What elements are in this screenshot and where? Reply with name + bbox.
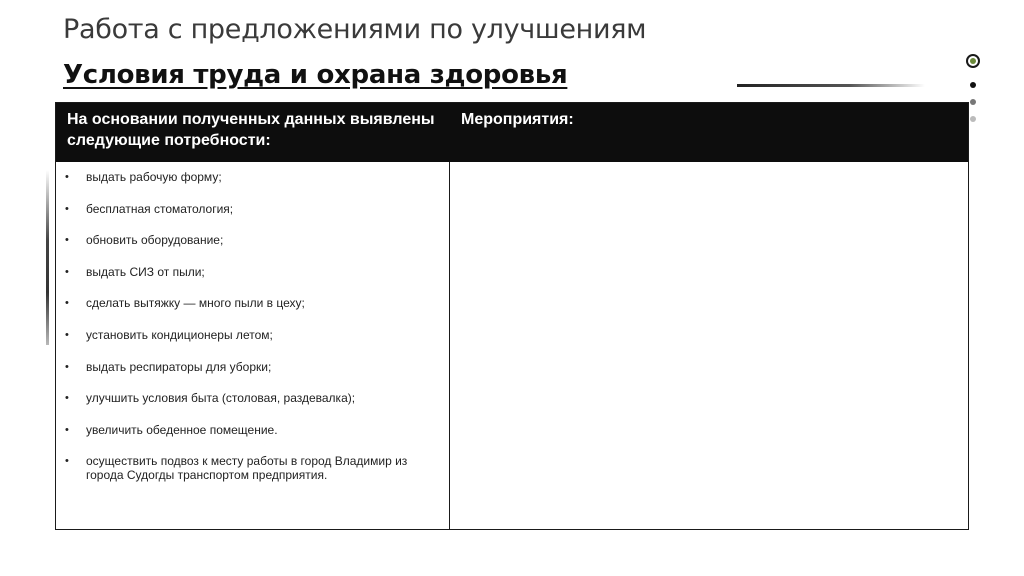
slide-subtitle: Условия труда и охрана здоровья xyxy=(63,60,568,90)
header-measures: Мероприятия: xyxy=(461,111,574,128)
bullet-dot-icon: • xyxy=(65,171,69,183)
bullet-dot-icon: • xyxy=(65,360,69,373)
list-item xyxy=(65,391,435,405)
list-item xyxy=(65,202,435,216)
list-item xyxy=(65,265,435,279)
bullet-dot-icon: • xyxy=(65,202,69,215)
need-text: осуществить подвоз к месту работы в город Владимир из города Судогды транспортом предприятия. xyxy=(86,454,408,483)
need-text: бесплатная стоматология; xyxy=(86,201,234,216)
bullet-dot-icon: • xyxy=(65,265,69,278)
bullet-dot-icon: • xyxy=(65,392,69,405)
header-needs: На основании полученных данных выявлены следующие потребности: xyxy=(67,111,435,149)
progress-dot-icon xyxy=(970,82,976,88)
decorative-vertical-bar xyxy=(46,170,49,345)
table-header-row xyxy=(56,103,968,162)
bullet-dot-icon: • xyxy=(65,455,69,468)
bullet-dot-icon: • xyxy=(65,328,69,341)
need-text: обновить оборудование; xyxy=(86,233,224,248)
need-text: выдать рабочую форму; xyxy=(86,170,222,184)
column-divider xyxy=(449,162,450,529)
list-item xyxy=(65,454,435,482)
need-text: увеличить обеденное помещение. xyxy=(86,422,278,437)
slide-title: Работа с предложениями по улучшениям xyxy=(63,14,647,45)
list-item xyxy=(65,170,435,184)
list-item xyxy=(65,360,435,374)
needs-measures-table xyxy=(55,102,969,530)
bullet-dot-icon: • xyxy=(65,423,69,436)
progress-dot-icon xyxy=(970,99,976,105)
need-text: выдать респираторы для уборки; xyxy=(86,359,272,374)
need-text: установить кондиционеры летом; xyxy=(86,327,273,342)
needs-list xyxy=(65,170,435,500)
need-text: улучшить условия быта (столовая, раздевалка); xyxy=(86,391,356,406)
bullet-dot-icon: • xyxy=(65,297,69,310)
list-item xyxy=(65,233,435,247)
bullet-dot-icon: • xyxy=(65,234,69,247)
list-item xyxy=(65,328,435,342)
list-item xyxy=(65,423,435,437)
decorative-line xyxy=(737,84,925,87)
need-text: выдать СИЗ от пыли; xyxy=(86,264,205,279)
list-item xyxy=(65,296,435,310)
need-text: сделать вытяжку — много пыли в цеху; xyxy=(86,296,305,311)
progress-dot-icon xyxy=(970,116,976,122)
current-slide-dot-icon xyxy=(966,54,980,68)
